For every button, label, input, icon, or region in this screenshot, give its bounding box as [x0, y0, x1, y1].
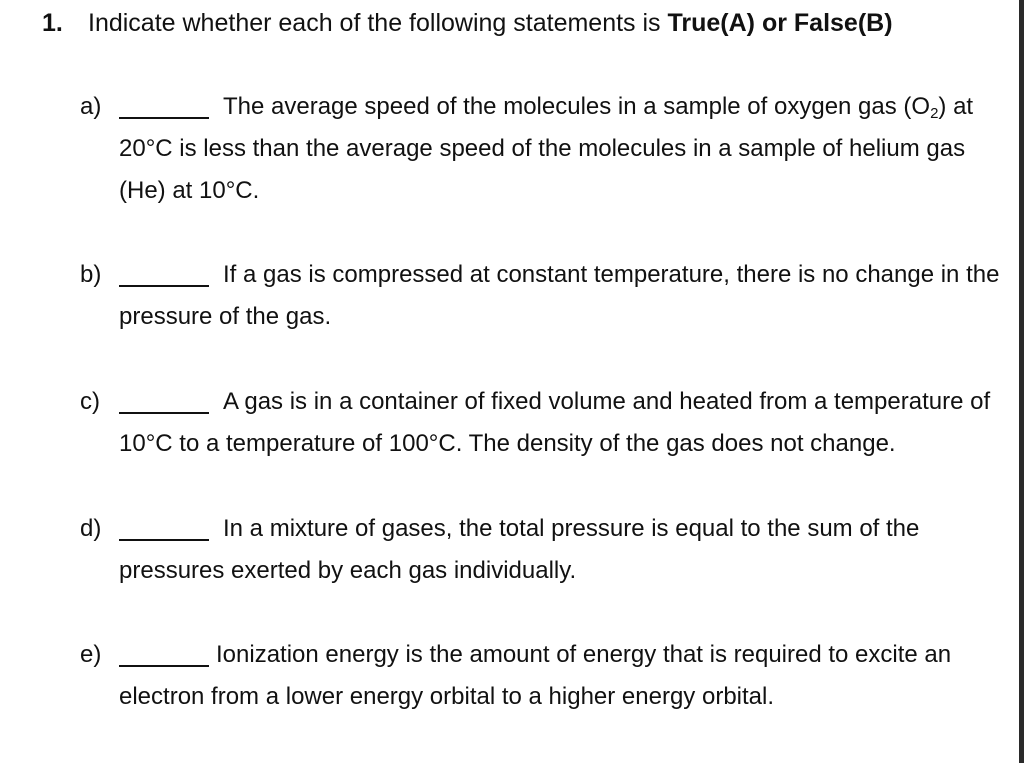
item-text: If a gas is compressed at constant temperature, there is no change in the pressure of the gas. [119, 261, 1000, 330]
item-text: A gas is in a container of fixed volume and heated from a temperature of 10°C to a temperature of 100°C. The density of the gas does not change. [119, 388, 991, 457]
item-text: Ionization energy is the amount of energy that is required to excite an electron from a lower energy orbital to a higher energy orbital. [119, 641, 952, 710]
item-label: b) [80, 261, 102, 288]
subscript: 2 [930, 105, 939, 122]
item-text: In a mixture of gases, the total pressure is equal to the sum of the pressures exerted by each gas individually. [119, 515, 920, 584]
item-label: a) [80, 93, 102, 120]
question-prompt: Indicate whether each of the following statements is [88, 9, 668, 37]
item-label: e) [80, 641, 102, 668]
question-prompt-bold: True(A) or False(B) [667, 9, 893, 37]
item-label: c) [80, 388, 100, 415]
question-header [42, 6, 893, 40]
page-edge [1019, 0, 1024, 763]
item-label: d) [80, 515, 102, 542]
item-text: The average speed of the molecules in a sample of oxygen gas $(O_2)$ at 20°C is less than the average speed of the molecules in a sample of helium gas (He) at 10°C. [119, 93, 974, 204]
question-number: 1. [42, 9, 63, 37]
